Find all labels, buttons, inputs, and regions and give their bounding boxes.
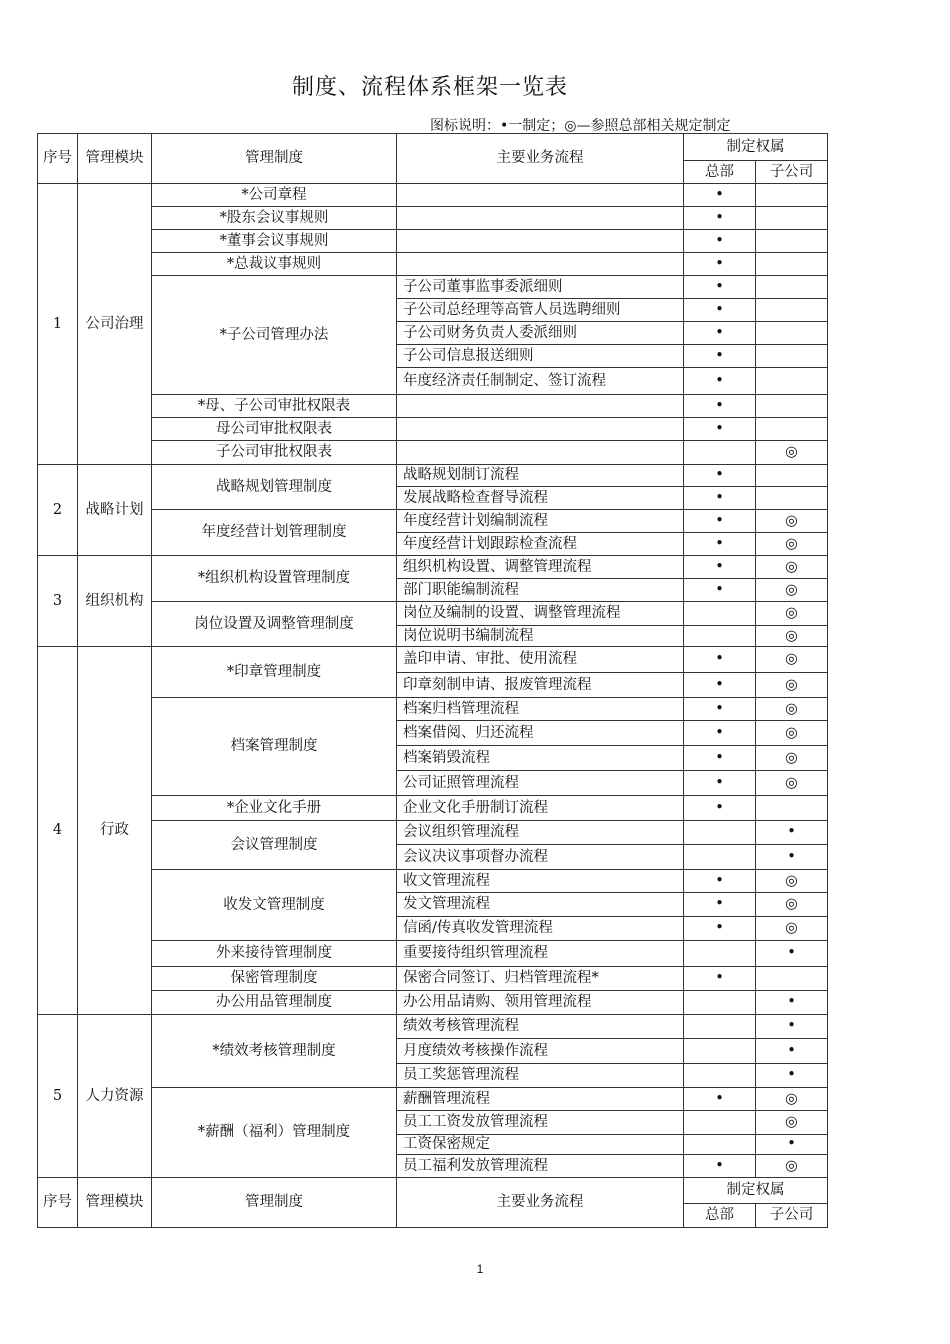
sub-mark: ◎ xyxy=(756,510,828,533)
system-name: *企业文化手册 xyxy=(152,796,397,821)
process-name: 子公司总经理等高管人员选聘细则 xyxy=(397,299,684,322)
hq-mark xyxy=(684,845,756,870)
table-row xyxy=(38,941,828,967)
hq-mark: • xyxy=(684,721,756,746)
hq-mark xyxy=(684,1015,756,1039)
table-row xyxy=(38,602,828,626)
sub-mark xyxy=(756,207,828,230)
process-name: 发文管理流程 xyxy=(397,893,684,917)
process-name: 月度绩效考核操作流程 xyxy=(397,1039,684,1064)
process-name xyxy=(397,184,684,207)
hq-mark: • xyxy=(684,533,756,556)
table-row xyxy=(38,510,828,533)
hq-mark xyxy=(684,1111,756,1135)
process-name: 档案归档管理流程 xyxy=(397,698,684,721)
sub-mark xyxy=(756,230,828,253)
hq-mark: • xyxy=(684,184,756,207)
process-name: 重要接待组织管理流程 xyxy=(397,941,684,967)
process-name: 战略规划制订流程 xyxy=(397,465,684,487)
icon-legend: 图标说明：•一制定；◎—参照总部相关规定制定 xyxy=(430,118,731,134)
sub-mark: • xyxy=(756,821,828,845)
process-name: 子公司信息报送细则 xyxy=(397,345,684,368)
hq-mark: • xyxy=(684,796,756,821)
section-seq: 4 xyxy=(38,647,78,1015)
sub-mark xyxy=(756,253,828,276)
table-row xyxy=(38,991,828,1015)
process-name: 岗位说明书编制流程 xyxy=(397,626,684,647)
process-name: 会议组织管理流程 xyxy=(397,821,684,845)
system-name: 办公用品管理制度 xyxy=(152,991,397,1015)
table-row xyxy=(38,395,828,418)
hq-mark xyxy=(684,941,756,967)
sub-mark: • xyxy=(756,941,828,967)
hq-mark: • xyxy=(684,299,756,322)
sub-mark: ◎ xyxy=(756,673,828,698)
hq-mark: • xyxy=(684,870,756,893)
sub-mark: ◎ xyxy=(756,441,828,465)
hq-mark: • xyxy=(684,698,756,721)
system-name: 年度经营计划管理制度 xyxy=(152,510,397,556)
table-row xyxy=(38,465,828,487)
process-name: 年度经营计划跟踪检查流程 xyxy=(397,533,684,556)
sub-mark: ◎ xyxy=(756,556,828,579)
table-row xyxy=(38,967,828,991)
hq-mark: • xyxy=(684,253,756,276)
header-authority: 制定权属 xyxy=(684,134,828,161)
table-row xyxy=(38,276,828,299)
system-name: *母、子公司审批权限表 xyxy=(152,395,397,418)
header-hq: 总部 xyxy=(684,161,756,184)
sub-mark: • xyxy=(756,1015,828,1039)
table-row xyxy=(38,821,828,845)
process-name: 绩效考核管理流程 xyxy=(397,1015,684,1039)
hq-mark: • xyxy=(684,746,756,771)
system-name: 保密管理制度 xyxy=(152,967,397,991)
header-process: 主要业务流程 xyxy=(397,134,684,184)
sub-mark: ◎ xyxy=(756,771,828,796)
process-name: 收文管理流程 xyxy=(397,870,684,893)
footer-seq: 序号 xyxy=(38,1178,78,1228)
sub-mark: ◎ xyxy=(756,602,828,626)
system-name: *印章管理制度 xyxy=(152,647,397,698)
system-name: *子公司管理办法 xyxy=(152,276,397,395)
section-seq: 3 xyxy=(38,556,78,647)
process-name: 员工福利发放管理流程 xyxy=(397,1155,684,1178)
system-name: *股东会议事规则 xyxy=(152,207,397,230)
hq-mark: • xyxy=(684,345,756,368)
sub-mark xyxy=(756,276,828,299)
system-name: 战略规划管理制度 xyxy=(152,465,397,510)
system-name: *董事会议事规则 xyxy=(152,230,397,253)
table-row xyxy=(38,230,828,253)
sub-mark xyxy=(756,299,828,322)
hq-mark: • xyxy=(684,967,756,991)
hq-mark xyxy=(684,991,756,1015)
hq-mark: • xyxy=(684,893,756,917)
table-row xyxy=(38,441,828,465)
hq-mark: • xyxy=(684,917,756,941)
sub-mark xyxy=(756,487,828,510)
hq-mark: • xyxy=(684,418,756,441)
hq-mark: • xyxy=(684,556,756,579)
hq-mark xyxy=(684,602,756,626)
sub-mark: ◎ xyxy=(756,893,828,917)
sub-mark xyxy=(756,345,828,368)
process-name: 信函/传真收发管理流程 xyxy=(397,917,684,941)
process-name xyxy=(397,395,684,418)
table-row xyxy=(38,698,828,721)
sub-mark: • xyxy=(756,991,828,1015)
system-name: 母公司审批权限表 xyxy=(152,418,397,441)
table-row xyxy=(38,647,828,673)
process-name: 子公司财务负责人委派细则 xyxy=(397,322,684,345)
hq-mark: • xyxy=(684,230,756,253)
process-name: 年度经营计划编制流程 xyxy=(397,510,684,533)
hq-mark: • xyxy=(684,1155,756,1178)
sub-mark: ◎ xyxy=(756,1088,828,1111)
sub-mark xyxy=(756,465,828,487)
table-row xyxy=(38,1088,828,1111)
table-row xyxy=(38,556,828,579)
sub-mark: ◎ xyxy=(756,721,828,746)
table-row xyxy=(38,207,828,230)
process-name: 工资保密规定 xyxy=(397,1135,684,1155)
process-name: 部门职能编制流程 xyxy=(397,579,684,602)
table-row xyxy=(38,1015,828,1039)
section-module: 组织机构 xyxy=(78,556,152,647)
section-module: 人力资源 xyxy=(78,1015,152,1178)
system-name: 岗位设置及调整管理制度 xyxy=(152,602,397,647)
sub-mark xyxy=(756,796,828,821)
header-system: 管理制度 xyxy=(152,134,397,184)
sub-mark: • xyxy=(756,1039,828,1064)
sub-mark: ◎ xyxy=(756,1111,828,1135)
sub-mark xyxy=(756,322,828,345)
hq-mark: • xyxy=(684,207,756,230)
footer-sub: 子公司 xyxy=(756,1204,828,1228)
sub-mark xyxy=(756,395,828,418)
process-name xyxy=(397,418,684,441)
hq-mark: • xyxy=(684,276,756,299)
footer-authority: 制定权属 xyxy=(684,1178,828,1204)
header-module: 管理模块 xyxy=(78,134,152,184)
hq-mark xyxy=(684,1039,756,1064)
sub-mark: ◎ xyxy=(756,647,828,673)
table-row xyxy=(38,184,828,207)
system-name: 档案管理制度 xyxy=(152,698,397,796)
hq-mark: • xyxy=(684,368,756,395)
section-module: 公司治理 xyxy=(78,184,152,465)
process-name: 会议决议事项督办流程 xyxy=(397,845,684,870)
header-sub: 子公司 xyxy=(756,161,828,184)
sub-mark: ◎ xyxy=(756,870,828,893)
system-name: 外来接待管理制度 xyxy=(152,941,397,967)
process-name: 保密合同签订、归档管理流程* xyxy=(397,967,684,991)
sub-mark xyxy=(756,184,828,207)
sub-mark xyxy=(756,418,828,441)
system-name: *组织机构设置管理制度 xyxy=(152,556,397,602)
hq-mark: • xyxy=(684,322,756,345)
hq-mark: • xyxy=(684,771,756,796)
process-name: 档案借阅、归还流程 xyxy=(397,721,684,746)
hq-mark: • xyxy=(684,579,756,602)
sub-mark xyxy=(756,967,828,991)
process-name: 员工工资发放管理流程 xyxy=(397,1111,684,1135)
system-name: 收发文管理制度 xyxy=(152,870,397,941)
process-name: 企业文化手册制订流程 xyxy=(397,796,684,821)
process-name: 盖印申请、审批、使用流程 xyxy=(397,647,684,673)
sub-mark: ◎ xyxy=(756,698,828,721)
hq-mark xyxy=(684,441,756,465)
table-row xyxy=(38,418,828,441)
system-name: 会议管理制度 xyxy=(152,821,397,870)
system-name: *薪酬（福利）管理制度 xyxy=(152,1088,397,1178)
footer-module: 管理模块 xyxy=(78,1178,152,1228)
process-name: 发展战略检查督导流程 xyxy=(397,487,684,510)
footer-hq: 总部 xyxy=(684,1204,756,1228)
section-seq: 1 xyxy=(38,184,78,465)
hq-mark: • xyxy=(684,1088,756,1111)
table-body xyxy=(38,184,828,1178)
process-name xyxy=(397,207,684,230)
process-name: 年度经济责任制制定、签订流程 xyxy=(397,368,684,395)
section-seq: 2 xyxy=(38,465,78,556)
sub-mark: • xyxy=(756,1135,828,1155)
table-row xyxy=(38,796,828,821)
process-name: 档案销毁流程 xyxy=(397,746,684,771)
header-row xyxy=(38,134,828,161)
sub-mark: ◎ xyxy=(756,746,828,771)
process-name: 公司证照管理流程 xyxy=(397,771,684,796)
sub-mark: • xyxy=(756,845,828,870)
sub-mark: ◎ xyxy=(756,626,828,647)
process-name xyxy=(397,441,684,465)
process-name: 印章刻制申请、报废管理流程 xyxy=(397,673,684,698)
process-name: 办公用品请购、领用管理流程 xyxy=(397,991,684,1015)
page-number: 1 xyxy=(476,1262,484,1276)
process-name: 岗位及编制的设置、调整管理流程 xyxy=(397,602,684,626)
process-name: 组织机构设置、调整管理流程 xyxy=(397,556,684,579)
footer-system: 管理制度 xyxy=(152,1178,397,1228)
process-name: 子公司董事监事委派细则 xyxy=(397,276,684,299)
page-title: 制度、流程体系框架一览表 xyxy=(291,75,568,100)
framework-table xyxy=(37,133,828,1228)
footer-header-row xyxy=(38,1178,828,1204)
hq-mark: • xyxy=(684,465,756,487)
process-name: 薪酬管理流程 xyxy=(397,1088,684,1111)
system-name: 子公司审批权限表 xyxy=(152,441,397,465)
table-row xyxy=(38,870,828,893)
sub-mark: ◎ xyxy=(756,917,828,941)
hq-mark: • xyxy=(684,647,756,673)
sub-mark: ◎ xyxy=(756,533,828,556)
footer-process: 主要业务流程 xyxy=(397,1178,684,1228)
process-name xyxy=(397,253,684,276)
sub-mark xyxy=(756,368,828,395)
section-module: 行政 xyxy=(78,647,152,1015)
system-name: *总裁议事规则 xyxy=(152,253,397,276)
hq-mark: • xyxy=(684,487,756,510)
hq-mark: • xyxy=(684,510,756,533)
hq-mark: • xyxy=(684,395,756,418)
hq-mark xyxy=(684,1064,756,1088)
process-name: 员工奖惩管理流程 xyxy=(397,1064,684,1088)
hq-mark xyxy=(684,626,756,647)
sub-mark: ◎ xyxy=(756,579,828,602)
process-name xyxy=(397,230,684,253)
section-seq: 5 xyxy=(38,1015,78,1178)
sub-mark: • xyxy=(756,1064,828,1088)
system-name: *绩效考核管理制度 xyxy=(152,1015,397,1088)
hq-mark: • xyxy=(684,673,756,698)
system-name: *公司章程 xyxy=(152,184,397,207)
hq-mark xyxy=(684,1135,756,1155)
sub-mark: ◎ xyxy=(756,1155,828,1178)
header-seq: 序号 xyxy=(38,134,78,184)
table-row xyxy=(38,253,828,276)
hq-mark xyxy=(684,821,756,845)
section-module: 战略计划 xyxy=(78,465,152,556)
